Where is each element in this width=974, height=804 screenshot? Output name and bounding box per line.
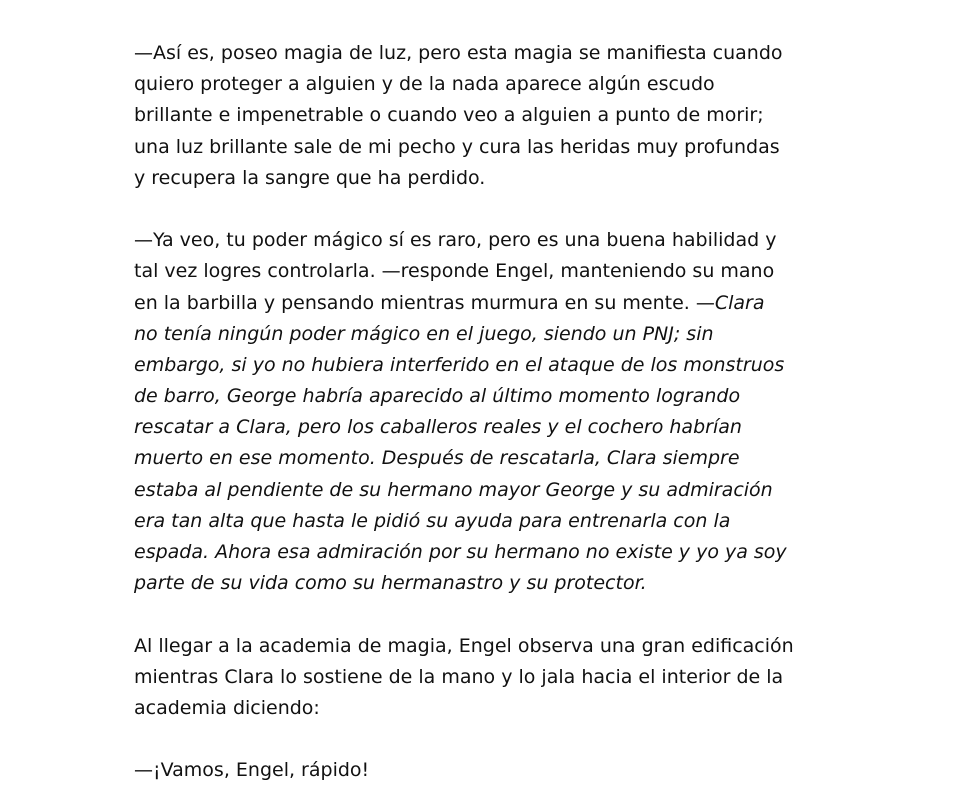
italic-line: de barro, George habría aparecido al último momento logrando	[134, 385, 741, 408]
italic-line: embargo, si yo no hubiera interferido en el ataque de los monstruos	[134, 353, 785, 376]
text-line	[134, 288, 854, 319]
text-line: una luz brillante sale de mi pecho y cura las heridas muy profundas	[134, 135, 780, 158]
paragraph-vamos	[134, 755, 854, 786]
text-line: —Así es, poseo magia de luz, pero esta magia se manifiesta cuando	[134, 42, 783, 64]
paragraph-academy-arrival	[134, 631, 854, 725]
paragraph-spacer	[134, 724, 854, 755]
italic-line: rescatar a Clara, pero los caballeros reales y el cochero habrían	[134, 416, 742, 439]
paragraph-engel-response	[134, 225, 854, 599]
text-line: Al llegar a la academia de magia, Engel observa una gran edificación	[134, 634, 794, 657]
text-line: mientras Clara lo sostiene de la mano y lo jala hacia el interior de la	[134, 665, 784, 688]
italic-line: estaba al pendiente de su hermano mayor George y su admiración	[134, 478, 773, 501]
text-line: quiero proteger a alguien y de la nada aparece algún escudo	[134, 73, 715, 96]
text-line: —¡Vamos, Engel, rápido!	[134, 759, 370, 782]
italic-line: espada. Ahora esa admiración por su hermano no existe y yo ya soy	[134, 541, 787, 563]
italic-line: parte de su vida como su hermanastro y su protector.	[134, 572, 647, 595]
text-line: academia diciendo:	[134, 696, 320, 719]
italic-line: no tenía ningún poder mágico en el juego, siendo un PNJ; sin	[134, 322, 714, 345]
paragraph-spacer	[134, 194, 854, 225]
italic-line: muerto en ese momento. Después de rescatarla, Clara siempre	[134, 447, 740, 470]
italic-segment: Clara	[714, 291, 765, 314]
text-line: y recupera la sangre que ha perdido.	[134, 166, 486, 189]
text-line: —Ya veo, tu poder mágico sí es raro, pero es una buena habilidad y	[134, 229, 777, 252]
paragraph-spacer	[134, 599, 854, 630]
italic-line: era tan alta que hasta le pidió su ayuda para entrenarla con la	[134, 509, 731, 532]
paragraph-light-magic	[134, 38, 854, 194]
text-segment: en la barbilla y pensando mientras murmura en su mente. —	[134, 291, 715, 314]
text-line: tal vez logres controlarla. —responde Engel, manteniendo su mano	[134, 260, 775, 283]
text-line: brillante e impenetrable o cuando veo a alguien a punto de morir;	[134, 104, 764, 127]
document-page	[134, 38, 854, 787]
